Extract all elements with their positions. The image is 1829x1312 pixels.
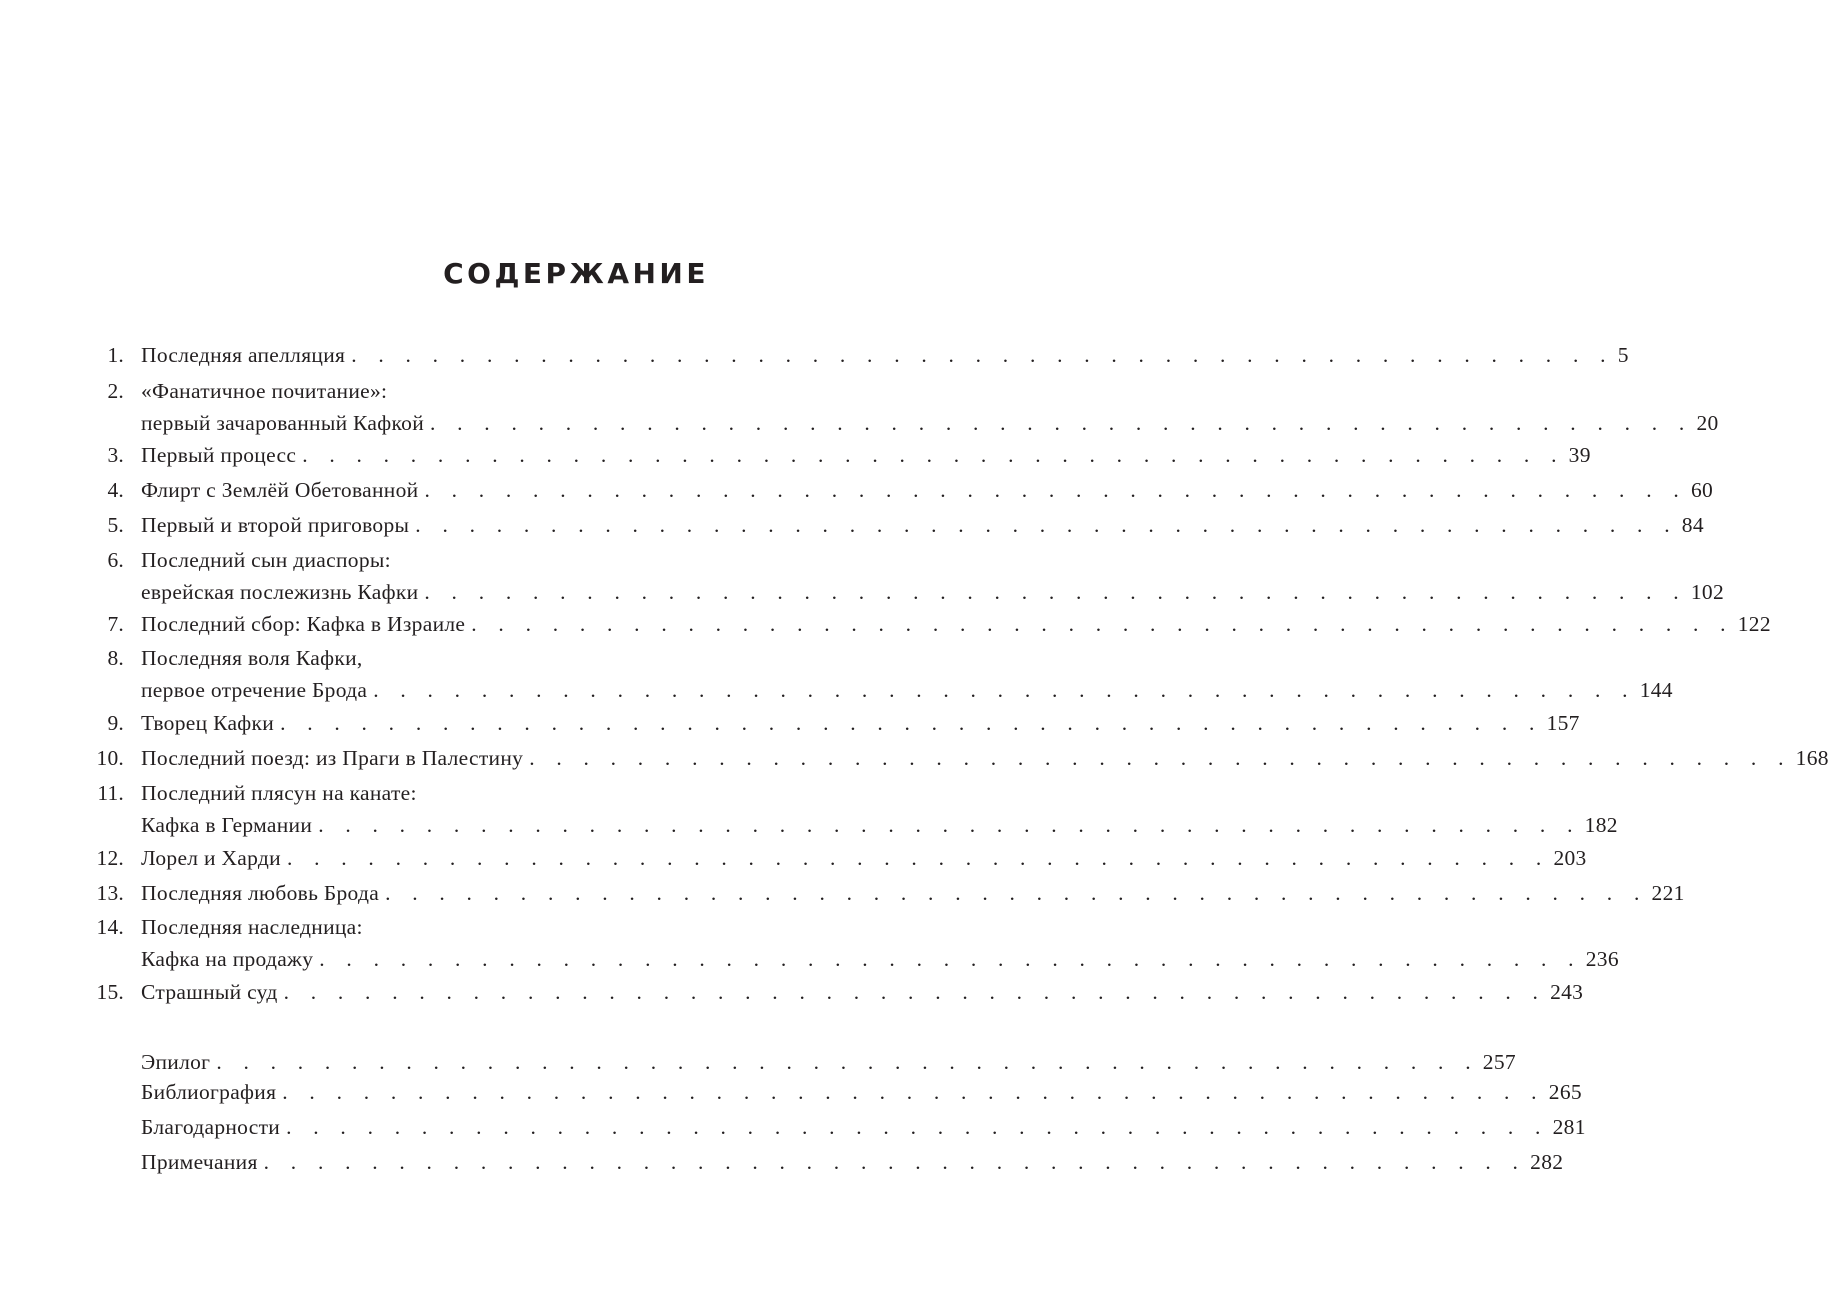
dot-leader: . . . . . . . . . . . . . . . . . . . . . . . . . . . . . . . . . . . . . . . . . . . . . . . [263, 1150, 1527, 1174]
chapter-title-line: «Фанатичное почитание»: [141, 379, 388, 403]
toc-leader-row [141, 1045, 1516, 1079]
toc-line [0, 473, 1714, 507]
page-number: 265 [1548, 1080, 1582, 1104]
chapter-number: 2. [107, 379, 124, 403]
chapter-title: Благодарности [141, 1115, 281, 1139]
toc-line [0, 607, 1771, 641]
toc-line [0, 338, 1629, 372]
toc-line [0, 910, 845, 944]
dot-leader: . . . . . . . . . . . . . . . . . . . . . . . . . . . . . . . . . . . . . . . . . . . . . . . [424, 580, 1687, 604]
chapter-title: Первый и второй приговоры [141, 513, 410, 537]
chapter-title-line: Последняя наследница: [141, 915, 363, 939]
dot-leader: . . . . . . . . . . . . . . . . . . . . . . . . . . . . . . . . . . . . . . . . . . . . . . . [286, 1115, 1549, 1139]
dot-leader: . . . . . . . . . . . . . . . . . . . . . . . . . . . . . . . . . . . . . . . . . . . . . . . [302, 443, 1565, 467]
page-number: 257 [1482, 1050, 1516, 1074]
page-title: СОДЕРЖАНИЕ [443, 257, 709, 290]
dot-leader: . . . . . . . . . . . . . . . . . . . . . . . . . . . . . . . . . . . . . . . . . . . . . . . [424, 478, 1687, 502]
dot-leader: . . . . . . . . . . . . . . . . . . . . . . . . . . . . . . . . . . . . . . . . . . . . . . . [415, 513, 1678, 537]
chapter-title: Последняя апелляция [141, 343, 346, 367]
toc-line [0, 406, 1719, 440]
chapter-title: первое отречение Брода [141, 678, 368, 702]
page-number: 122 [1737, 612, 1771, 636]
chapter-title: Последний поезд: из Праги в Палестину [141, 746, 524, 770]
chapter-number: 15. [96, 980, 124, 1004]
page-number: 102 [1690, 580, 1725, 604]
toc-leader-row [141, 607, 1771, 641]
dot-leader: . . . . . . . . . . . . . . . . . . . . . . . . . . . . . . . . . . . . . . . . . . . . . . . [373, 678, 1636, 702]
toc-leader-row [141, 1145, 1564, 1179]
dot-leader: . . . . . . . . . . . . . . . . . . . . . . . . . . . . . . . . . . . . . . . . . . . . . . . [319, 947, 1582, 971]
page-number: 144 [1639, 678, 1673, 702]
chapter-title: Первый процесс [141, 443, 297, 467]
toc-line [0, 975, 1584, 1009]
toc-leader-row [141, 1110, 1586, 1144]
toc-leader-row [141, 508, 1704, 542]
chapter-title: Библиография [141, 1080, 277, 1104]
toc-leader-row [141, 338, 1629, 372]
chapter-number: 5. [107, 513, 124, 537]
chapter-number: 10. [96, 746, 124, 770]
page-number: 182 [1584, 813, 1618, 837]
toc-leader-row [141, 406, 1719, 440]
page-number: 203 [1553, 846, 1587, 870]
page-number: 236 [1585, 947, 1619, 971]
toc-line [0, 841, 1587, 875]
toc-leader-row [141, 741, 1829, 775]
toc-leader-row [141, 1075, 1582, 1109]
chapter-title: Лорел и Харди [141, 846, 281, 870]
chapter-number: 11. [97, 781, 124, 805]
chapter-number: 8. [107, 646, 124, 670]
toc-line [0, 776, 845, 810]
toc-leader-row [141, 575, 1725, 609]
toc-leader-row [141, 975, 1584, 1009]
page-number: 39 [1568, 443, 1591, 467]
chapter-title: еврейская послежизнь Кафки [141, 580, 419, 604]
dot-leader: . . . . . . . . . . . . . . . . . . . . . . . . . . . . . . . . . . . . . . . . . . . . . . . [385, 881, 1648, 905]
toc-leader-row [141, 808, 1618, 842]
chapter-number: 12. [96, 846, 124, 870]
dot-leader: . . . . . . . . . . . . . . . . . . . . . . . . . . . . . . . . . . . . . . . . . . . . . . . [351, 343, 1614, 367]
toc-line [0, 575, 1725, 609]
toc-line [0, 876, 1685, 910]
toc-line [0, 508, 1704, 542]
chapter-title-line: Последний плясун на канате: [141, 781, 417, 805]
dot-leader: . . . . . . . . . . . . . . . . . . . . . . . . . . . . . . . . . . . . . . . . . . . . . . . [430, 411, 1693, 435]
dot-leader: . . . . . . . . . . . . . . . . . . . . . . . . . . . . . . . . . . . . . . . . . . . . . . . [286, 846, 1550, 870]
toc-line [0, 543, 845, 577]
toc-line [0, 374, 845, 408]
chapter-title: первый зачарованный Кафкой [141, 411, 424, 435]
page-number: 221 [1651, 881, 1685, 905]
chapter-title: Кафка в Германии [141, 813, 313, 837]
toc-line [0, 1145, 1564, 1179]
dot-leader: . . . . . . . . . . . . . . . . . . . . . . . . . . . . . . . . . . . . . . . . . . . . . . . [318, 813, 1581, 837]
chapter-number: 9. [107, 711, 124, 735]
toc-line [0, 673, 1673, 707]
toc-line [0, 808, 1618, 842]
chapter-title: Эпилог [141, 1050, 211, 1074]
toc-line [0, 438, 1591, 472]
toc-line [0, 1110, 1586, 1144]
chapter-title: Последний сбор: Кафка в Израиле [141, 612, 466, 636]
toc-line [0, 1045, 1516, 1079]
chapter-title: Примечания [141, 1150, 258, 1174]
page-number: 20 [1696, 411, 1719, 435]
toc-line [0, 706, 1580, 740]
dot-leader: . . . . . . . . . . . . . . . . . . . . . . . . . . . . . . . . . . . . . . . . . . . . . . . [216, 1050, 1479, 1074]
page-number: 84 [1681, 513, 1704, 537]
dot-leader: . . . . . . . . . . . . . . . . . . . . . . . . . . . . . . . . . . . . . . . . . . . . . . . [282, 1080, 1545, 1104]
chapter-title: Кафка на продажу [141, 947, 314, 971]
chapter-title: Творец Кафки [141, 711, 275, 735]
chapter-title: Флирт с Землёй Обетованной [141, 478, 419, 502]
dot-leader: . . . . . . . . . . . . . . . . . . . . . . . . . . . . . . . . . . . . . . . . . . . . . . . [471, 612, 1734, 636]
toc-line [0, 741, 1829, 775]
chapter-number: 14. [96, 915, 124, 939]
chapter-title-line: Последний сын диаспоры: [141, 548, 391, 572]
dot-leader: . . . . . . . . . . . . . . . . . . . . . . . . . . . . . . . . . . . . . . . . . . . . . . . [280, 711, 1543, 735]
chapter-title: Последняя любовь Брода [141, 881, 380, 905]
toc-leader-row [141, 473, 1714, 507]
chapter-number: 4. [107, 478, 124, 502]
dot-leader: . . . . . . . . . . . . . . . . . . . . . . . . . . . . . . . . . . . . . . . . . . . . . . . [283, 980, 1547, 1004]
chapter-number: 7. [107, 612, 124, 636]
page-number: 60 [1690, 478, 1714, 502]
toc-line [0, 1075, 1582, 1109]
toc-leader-row [141, 876, 1685, 910]
chapter-number: 6. [107, 548, 124, 572]
dot-leader: . . . . . . . . . . . . . . . . . . . . . . . . . . . . . . . . . . . . . . . . . . . . . . . [529, 746, 1792, 770]
toc-leader-row [141, 673, 1673, 707]
toc-leader-row [141, 706, 1580, 740]
chapter-number: 3. [107, 443, 124, 467]
toc-leader-row [141, 841, 1587, 875]
page-number: 5 [1617, 343, 1629, 367]
page-number: 281 [1552, 1115, 1586, 1139]
toc-line [0, 942, 1619, 976]
toc-leader-row [141, 942, 1619, 976]
chapter-number: 1. [107, 343, 124, 367]
page-number: 168 [1795, 746, 1829, 770]
chapter-title-line: Последняя воля Кафки, [141, 646, 363, 670]
chapter-title: Страшный суд [141, 980, 278, 1004]
chapter-number: 13. [96, 881, 124, 905]
toc-leader-row [141, 438, 1591, 472]
page-number: 157 [1546, 711, 1580, 735]
page-number: 282 [1530, 1150, 1564, 1174]
page-number: 243 [1550, 980, 1584, 1004]
toc-line [0, 641, 845, 675]
